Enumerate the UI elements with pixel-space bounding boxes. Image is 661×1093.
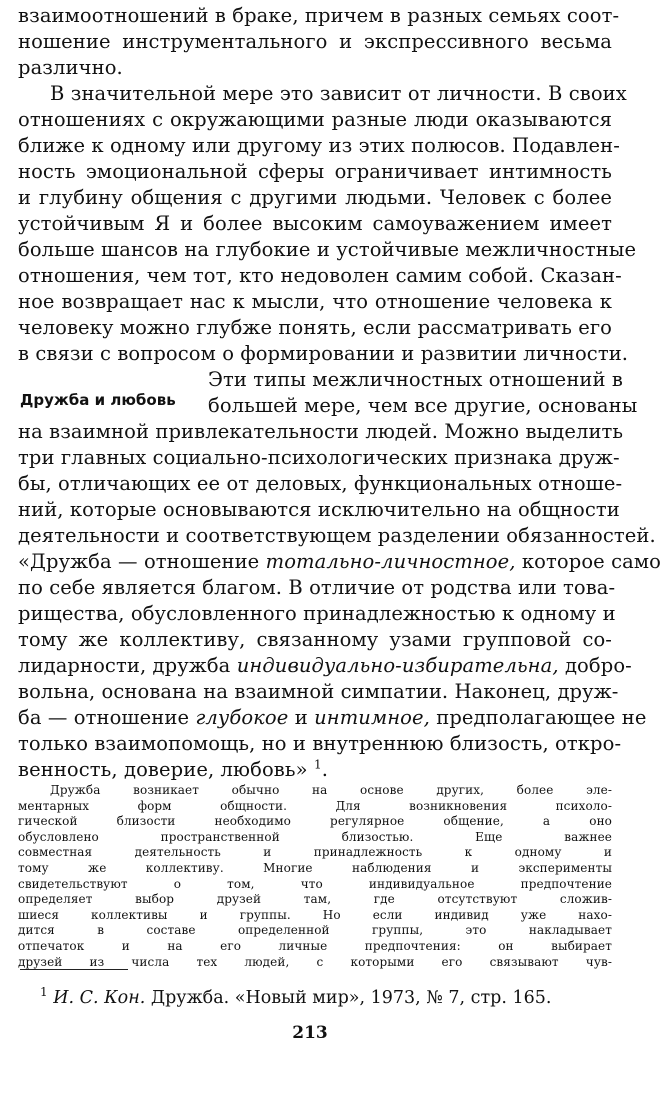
italic-term: глубокое [195,706,289,729]
text-line: и глубину общения с другими людьми. Человек с более [18,186,612,209]
footnote-source: Дружба. «Новый мир», 1973, № 7, стр. 165. [145,988,552,1008]
text-line: большей мере, чем все другие, основаны [208,394,638,417]
text-line: отношения, чем тот, кто недоволен самим собой. Сказан- [18,264,622,287]
quote-line: венность, доверие, любовь» $^1$. [18,757,328,781]
text-line: тому же коллективу. Многие наблюдения и эксперименты [18,861,612,875]
footnote-author: И. С. Кон. [53,988,146,1008]
footnote-ref[interactable]: 1 [313,757,322,772]
text-line: ность эмоциональной сферы ограничивает интимность [18,160,612,183]
text-line: обусловлено пространственной близостью. Еще важнее [18,829,612,844]
text-line: ближе к одному или другому из этих полюсов. Подавлен- [18,134,620,157]
quote-line: рищества, обусловленного принадлежностью к одному и [18,602,616,625]
quote-line: ба — отношение глубокое и интимное, предполагающее не [18,706,647,729]
italic-term: тотально-личностное, [265,550,516,573]
text-line: отпечаток и на его личные предпочтения: он выбирает [18,939,612,953]
text-line: ний, которые основываются исключительно на общности [18,498,620,521]
italic-term: индивидуально-избирательна, [236,654,559,677]
text-line: ное возвращает нас к мысли, что отношение человека к [18,290,612,313]
text-line: бы, отличающих ее от деловых, функциональных отноше- [18,472,623,495]
italic-term: интимное, [314,706,430,729]
text-line: дится в составе определенной группы, это накладывает [18,923,612,938]
section-side-heading: Дружба и любовь [20,391,176,409]
quote-line: только взаимопомощь, но и внутреннюю близость, откро- [18,732,622,755]
text-line: совместная деятельность и принадлежность к одному и [18,845,612,860]
text-line: три главных социально-психологических признака друж- [18,446,620,469]
text-line: отношениях с окружающими разные люди оказываются [18,108,612,131]
text-line: деятельности и соответствующем разделении обязанностей. [18,524,656,547]
quote-line: тому же коллективу, связанному узами групповой со- [18,628,612,651]
text-line: взаимоотношений в браке, причем в разных семьях соот- [18,4,620,27]
text-line: друзей из числа тех людей, с которыми его связывают чув- [18,954,612,969]
page-number: 213 [292,1023,328,1043]
text-line: человеку можно глубже понять, если рассматривать его [18,316,613,339]
text-line: шиеся коллективы и группы. Но если индивид уже нахо- [18,907,612,922]
text-line: ношение инструментального и экспрессивного весьма [18,30,612,53]
text-line: устойчивым Я и более высоким самоуважением имеет [18,212,612,235]
text-line: Эти типы межличностных отношений в [208,368,623,391]
text-line: на взаимной привлекательности людей. Можно выделить [18,420,624,443]
quote-line: «Дружба — отношение тотально-личностное, которое само [18,550,661,573]
text-line: определяет выбор друзей там, где отсутствуют сложив- [18,892,612,907]
text-line: свидетельствуют о том, что индивидуальное предпочтение [18,876,612,891]
quote-line: по себе является благом. В отличие от родства или това- [18,576,616,599]
text-line: в связи с вопросом о формировании и развитии личности. [18,342,629,365]
footnote-mark: 1 [40,985,48,1000]
quote-line: лидарности, дружба индивидуально-избирательна, добро- [18,654,632,677]
text-line: В значительной мере это зависит от личности. В своих [50,82,627,105]
text-line: Дружба возникает обычно на основе других, более эле- [50,783,612,797]
quote-line: вольна, основана на взаимной симпатии. Наконец, друж- [18,680,619,703]
footnote [40,986,600,1010]
text-line: ментарных форм общности. Для возникновения психоло- [18,798,612,813]
text-line: гической близости необходимо регулярное общение, а оно [18,814,612,829]
text-line: больше шансов на глубокие и устойчивые межличностные [18,238,637,261]
text-line: различно. [18,56,123,79]
